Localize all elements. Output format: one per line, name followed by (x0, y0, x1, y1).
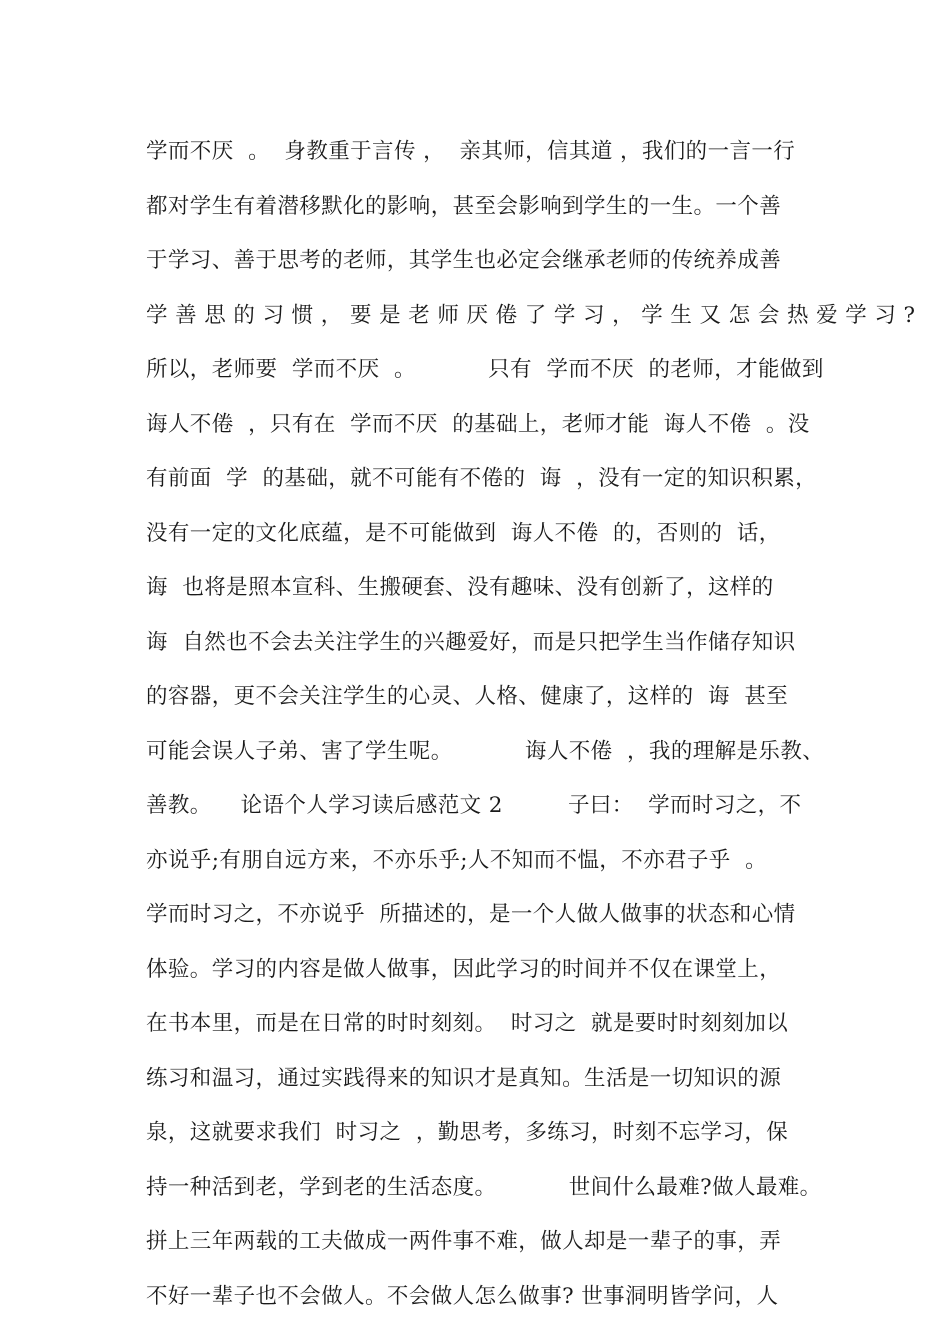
text-line: 不好一辈子也不会做人。不会做人怎么做事? 世事洞明皆学问，人 (146, 1283, 779, 1309)
body-text (146, 132, 916, 1331)
text-line: 于学习、善于思考的老师，其学生也必定会继承老师的传统养成善 (146, 248, 782, 273)
text-line: 学而时习之，不亦说乎 所描述的，是一个人做人做事的状态和心情 (146, 902, 796, 927)
text-line: 诲 也将是照本宣科、生搬硬套、没有趣味、没有创新了，这样的 (146, 575, 774, 600)
text-line: 可能会误人子弟、害了学生呢。 诲人不倦 ，我的理解是乐教、 (146, 738, 825, 764)
text-line: 在书本里，而是在日常的时时刻刻。 时习之 就是要时时刻刻加以 (146, 1011, 789, 1036)
text-line: 亦说乎;有朋自远方来，不亦乐乎;人不知而不愠，不亦君子乎 。 (146, 847, 768, 873)
text-line: 没有一定的文化底蕴，是不可能做到 诲人不倦 的，否则的 话， (146, 520, 781, 546)
text-line: 泉，这就要求我们 时习之 ，勤思考，多练习，时刻不忘学习，保 (146, 1120, 789, 1145)
text-line: 有前面 学 的基础，就不可能有不倦的 诲 ，没有一定的知识积累， (146, 466, 818, 491)
text-line: 所以，老师要 学而不厌 。 只有 学而不厌 的老师，才能做到 (146, 357, 824, 382)
text-line: 体验。学习的内容是做人做事，因此学习的时间并不仅在课堂上， (146, 956, 782, 982)
text-line: 都对学生有着潜移默化的影响，甚至会影响到学生的一生。一个善 (146, 193, 782, 219)
text-line: 的容器，更不会关注学生的心灵、人格、健康了，这样的 诲 甚至 (146, 684, 789, 709)
text-line: 善教。 论语个人学习读后感范文 2 子曰： 学而时习之，不 (146, 793, 802, 818)
text-line: 诲 自然也不会去关注学生的兴趣爱好，而是只把学生当作储存知识 (146, 629, 796, 655)
text-line: 学 善 思 的 习 惯 ， 要 是 老 师 厌 倦 了 学 习 ， 学 生 又 怎 会 热 爱 学 习 ? (146, 302, 916, 328)
text-line: 拼上三年两载的工夫做成一两件事不难，做人却是一辈子的事，弄 (146, 1229, 782, 1254)
text-line: 练习和温习，通过实践得来的知识才是真知。生活是一切知识的源 (146, 1065, 782, 1091)
text-line: 持一种活到老，学到老的生活态度。 世间什么最难?做人最难。 (146, 1174, 822, 1200)
text-line: 诲人不倦 ，只有在 学而不厌 的基础上，老师才能 诲人不倦 。没 (146, 411, 810, 437)
text-line: 学而不厌 。 身教重于言传 ， 亲其师，信其道 ，我们的一言一行 (146, 139, 796, 164)
